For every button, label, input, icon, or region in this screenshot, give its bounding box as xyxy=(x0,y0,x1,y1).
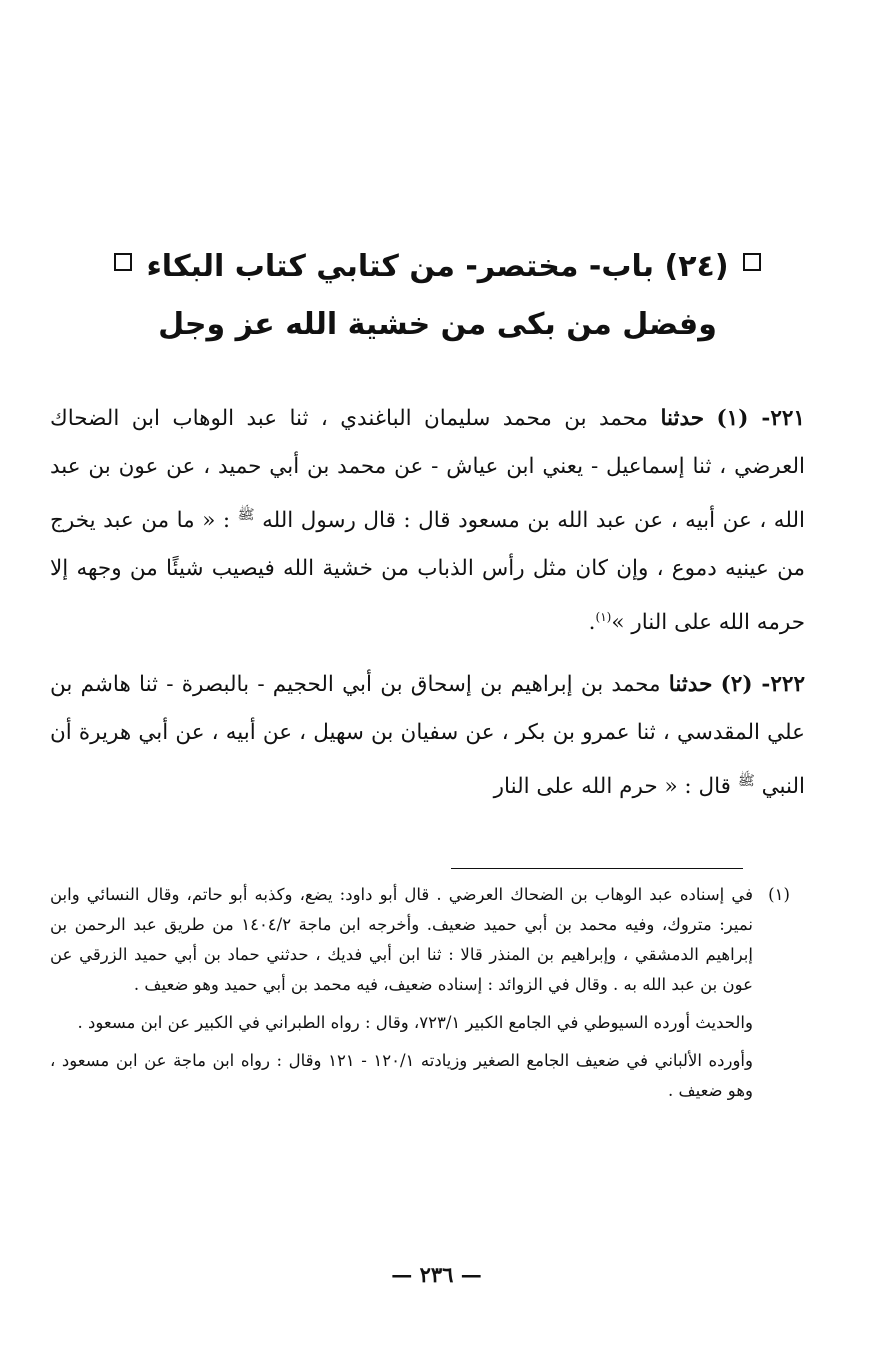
footnote-text: في إسناده عبد الوهاب بن الضحاك العرضي . قال أبو داود: يضع، وكذبه أبو حاتم، وقال النسائي وابن نمير: متروك، وفيه محمد بن أبي حميد ضعيف. وأخرجه ابن ماجة ١٤٠٤/٢ من طريق عبد الرحمن بن إبراهيم الدمشقي ، وإبراهيم بن المنذر قالا : ثنا ابن أبي فديك ، حدثني حماد بن أبي حميد الزرقي عن عون بن عبد الله به . وقال في الزوائد : إسناده ضعيف، فيه محمد بن أبي حميد وهو ضعيف . xyxy=(50,885,753,994)
salutation-glyph: ﷺ xyxy=(737,773,755,790)
hadith-text: : « ما من عبد يخرج من عينيه دموع ، وإن كان مثل رأس الذباب من خشية الله فيصيب شيئًا من وجهه إلا حرمه الله على النار » xyxy=(50,508,805,636)
hadith-ending: . xyxy=(588,610,596,636)
footnote-paragraph: والحديث أورده السيوطي في الجامع الكبير ٧٢٣/١، وقال : رواه الطبراني في الكبير عن ابن مسعود . xyxy=(77,1013,753,1032)
chapter-title xyxy=(60,238,815,354)
chapter-title-line-1 xyxy=(60,238,815,296)
square-ornament-icon xyxy=(743,253,761,271)
square-ornament-icon xyxy=(114,253,132,271)
chapter-title-line-2: وفضل من بكى من خشية الله عز وجل xyxy=(158,307,717,342)
hadith-222 xyxy=(50,661,805,811)
page-number: — ٢٣٦ — xyxy=(391,1262,482,1287)
hadith-text: قال : « حرم الله على النار xyxy=(493,774,731,800)
hadith-text: محمد بن إبراهيم بن إسحاق بن أبي الحجيم - بالبصرة - ثنا هاشم بن علي المقدسي ، ثنا عمرو بن بكر ، عن سفيان بن سهيل ، عن أبيه ، عن أبي هريرة أن النبي xyxy=(50,672,805,800)
footnote-divider xyxy=(451,868,743,869)
hadith-221 xyxy=(50,395,805,647)
hadith-lead: حدثنا xyxy=(668,672,713,698)
main-text xyxy=(50,395,805,825)
hadith-lead: حدثنا xyxy=(660,406,705,431)
salutation-glyph: ﷺ xyxy=(237,507,255,523)
hadith-number: ٢٢٢- (٢) xyxy=(720,672,805,698)
footnote-label: (١) xyxy=(768,885,790,904)
hadith-number: ٢٢١- (١) xyxy=(716,406,805,431)
footnote-paragraph: وأورده الألباني في ضعيف الجامع الصغير وزيادته ١٢٠/١ - ١٢١ وقال : رواه ابن ماجة عن ابن مسعود ، وهو ضعيف . xyxy=(50,1051,753,1100)
hadith-text: محمد بن محمد سليمان الباغندي ، ثنا عبد الوهاب ابن الضحاك العرضي ، ثنا إسماعيل - يعني ابن عياش - عن محمد بن أبي حميد ، عن عون بن عبد الله ، عن أبيه ، عن عبد الله بن مسعود قال : قال رسول الله xyxy=(50,406,805,534)
footnote-1 xyxy=(50,880,805,1000)
footnote-reference[interactable]: (١) xyxy=(595,610,612,625)
chapter-title-text-1: (٢٤) باب- مختصر- من كتابي كتاب البكاء xyxy=(146,249,729,284)
footnotes xyxy=(50,880,805,1114)
